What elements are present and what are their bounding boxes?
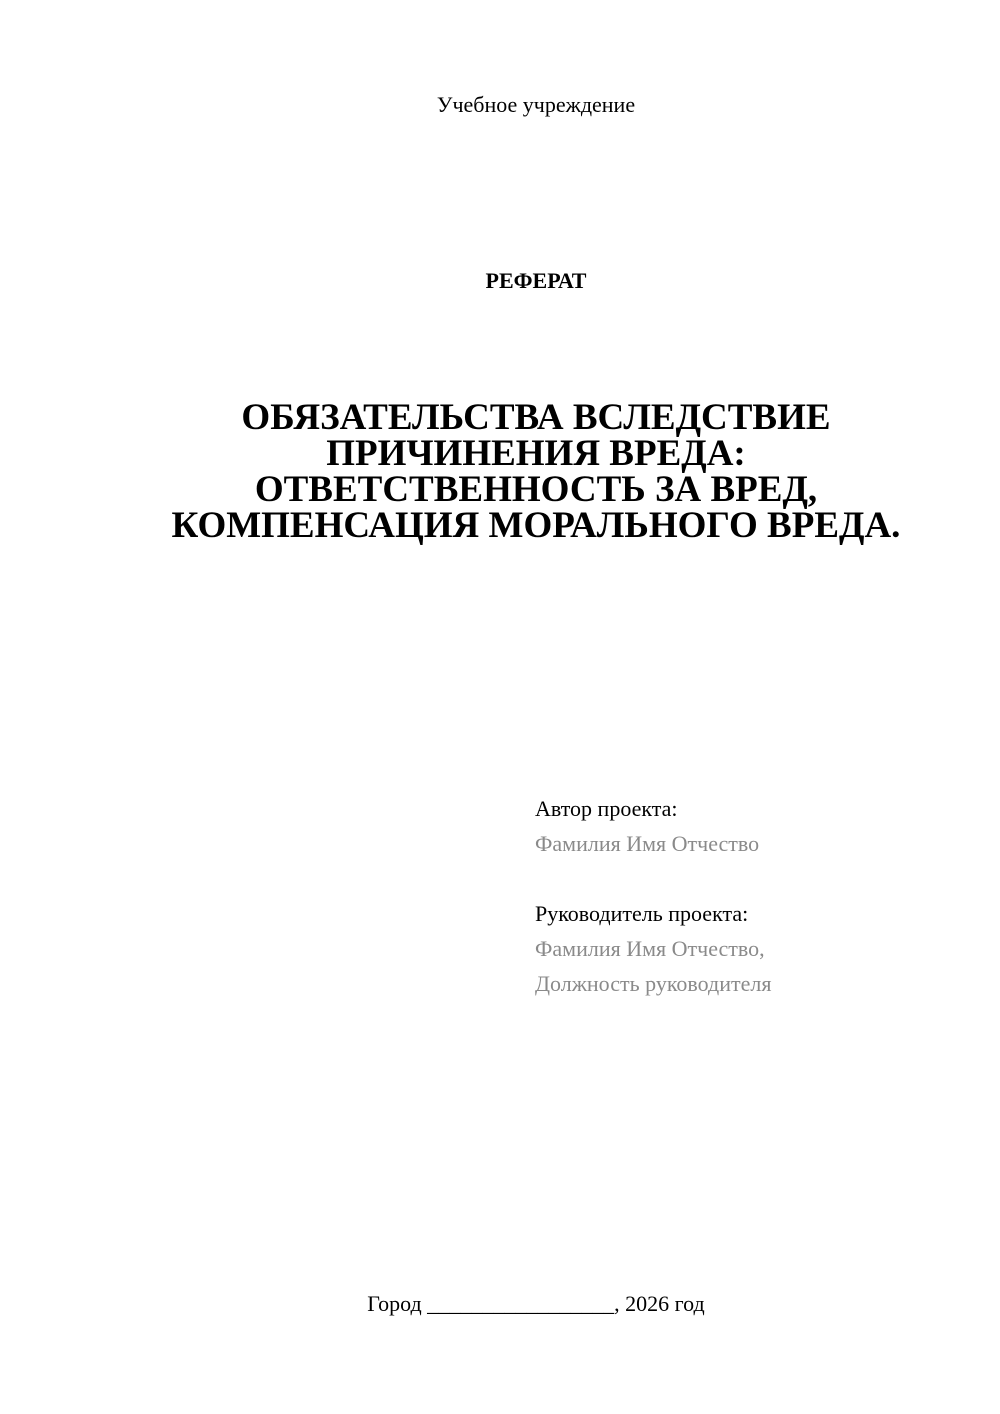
supervisor-block (535, 896, 771, 1001)
title-line-3: ОТВЕТСТВЕННОСТЬ ЗА ВРЕД, (254, 469, 818, 510)
title-line-4: КОМПЕНСАЦИЯ МОРАЛЬНОГО ВРЕДА. (171, 505, 901, 546)
title-line-2: ПРИЧИНЕНИЯ ВРЕДА: (326, 433, 746, 474)
author-block (535, 791, 759, 861)
author-name: Фамилия Имя Отчество (535, 831, 760, 856)
document-type: РЕФЕРАТ (485, 268, 587, 293)
document-title (120, 397, 952, 546)
author-label: Автор проекта: (535, 796, 678, 821)
supervisor-position: Должность руководителя (535, 971, 772, 996)
title-line-1: ОБЯЗАТЕЛЬСТВА ВСЛЕДСТВИЕ (241, 397, 831, 438)
city-year-line: Город _________________, 2026 год (367, 1291, 705, 1316)
supervisor-name: Фамилия Имя Отчество, (535, 936, 765, 961)
institution-name: Учебное учреждение (436, 92, 636, 117)
supervisor-label: Руководитель проекта: (535, 901, 749, 926)
